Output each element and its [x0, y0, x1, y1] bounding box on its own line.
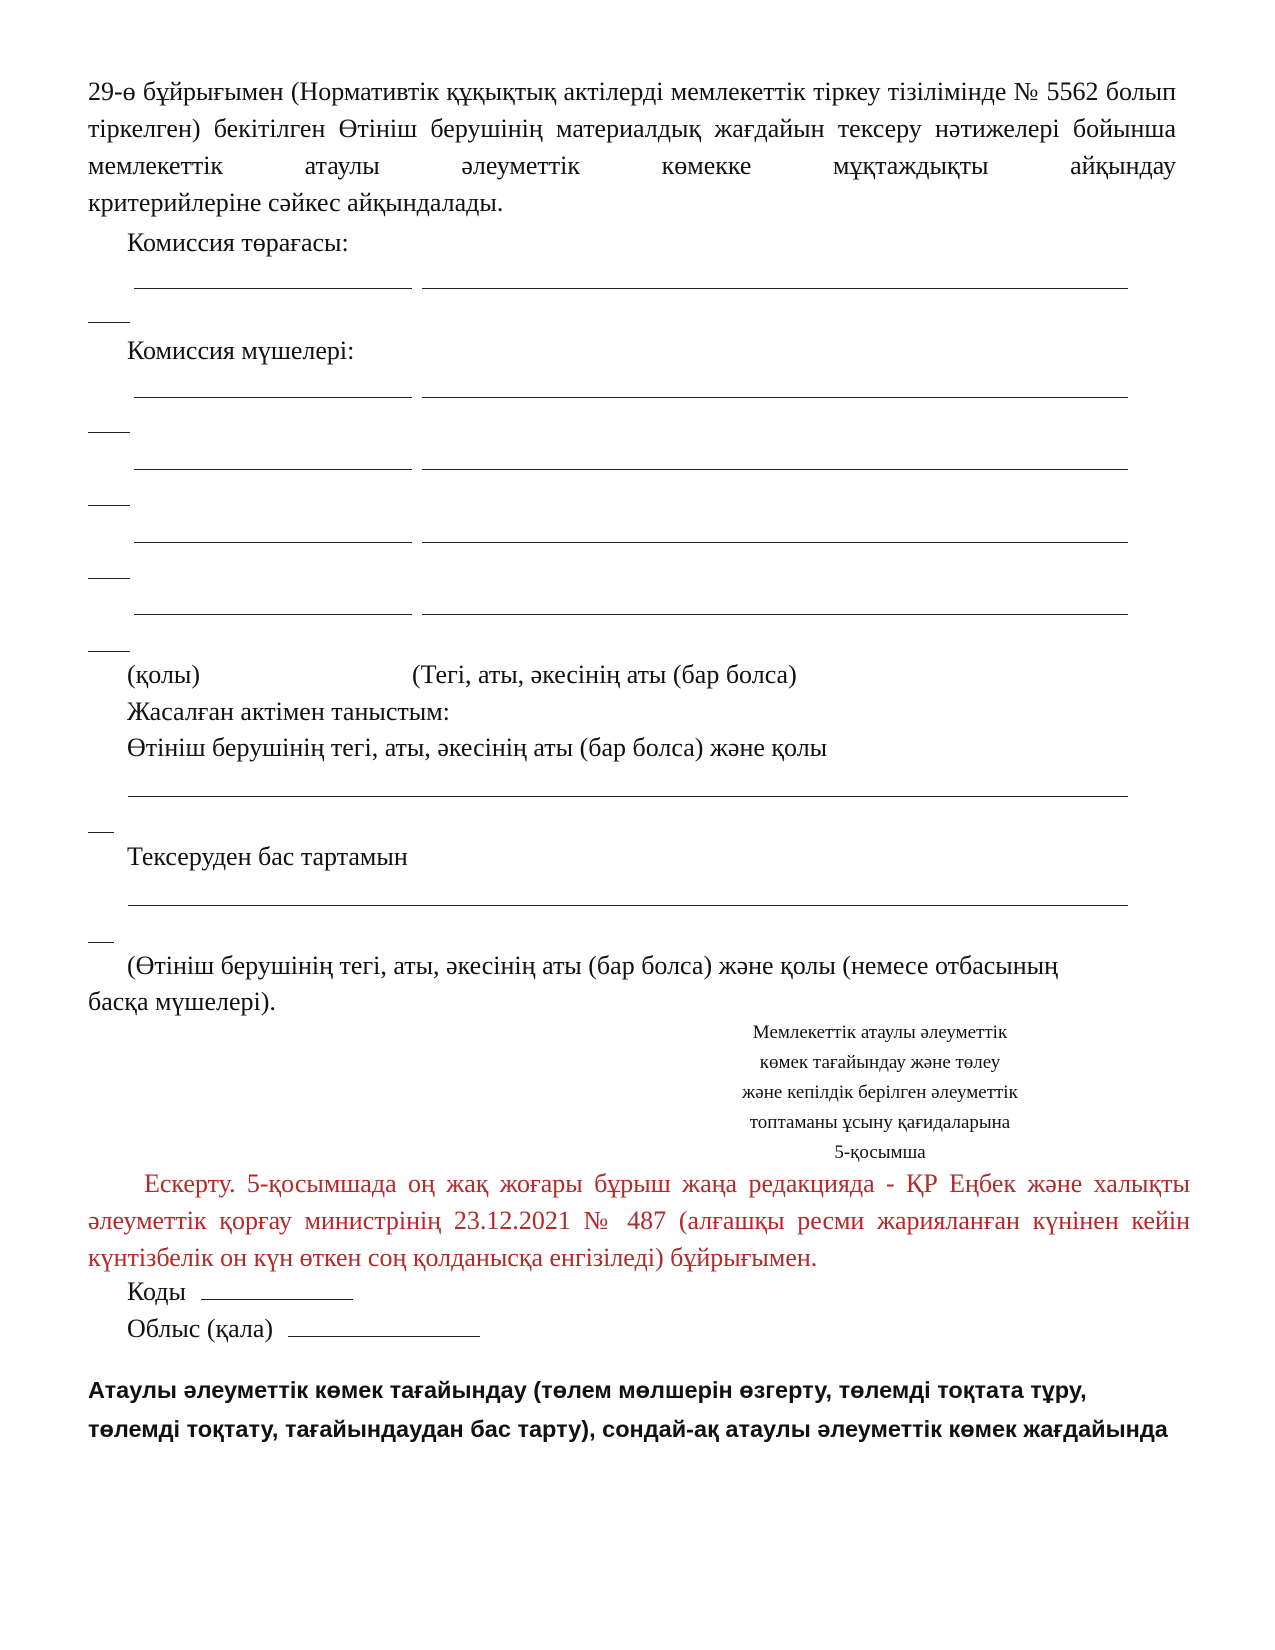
- refuse-label: Тексеруден бас тартамын: [127, 842, 408, 871]
- chair-name-line: [422, 288, 1128, 289]
- intro-paragraph-last-line: критерийлеріне сәйкес айқындалады.: [88, 188, 504, 217]
- member-3-signature-line: [134, 542, 412, 543]
- form-title-line2: төлемді тоқтату, тағайындаудан бас тарту), сондай-ақ атаулы әлеуметтік көмек жағдайында: [88, 1416, 1168, 1442]
- code-label: Коды: [127, 1277, 186, 1306]
- name-caption: (Тегі, аты, әкесінің аты (бар болса): [412, 660, 797, 689]
- member-2-name-line: [422, 469, 1128, 470]
- appendix-heading-line: топтаманы ұсыну қағидаларына: [749, 1112, 1011, 1133]
- appendix-number: 5-қосымша: [834, 1142, 926, 1163]
- member-3-line-continuation: [88, 578, 130, 579]
- chair-signature-line: [134, 288, 412, 289]
- member-2-signature-line: [134, 469, 412, 470]
- intro-paragraph: [88, 73, 1176, 221]
- region-field: [127, 1313, 480, 1345]
- applicant-sign-line: [128, 796, 1128, 797]
- form-title-line1: Атаулы әлеуметтік көмек тағайындау (төлем мөлшерін өзгерту, төлемді тоқтата тұру,: [88, 1377, 1087, 1403]
- code-blank: [201, 1277, 353, 1300]
- appendix-heading: [660, 1018, 1100, 1168]
- acquainted-label: Жасалған актімен таныстым:: [127, 697, 450, 726]
- appendix-heading-line: көмек тағайындау және төлеу: [759, 1052, 1001, 1073]
- refuse-caption-line1: (Өтініш берушінің тегі, аты, әкесінің аты (бар болса) және қолы (немесе отбасының: [127, 951, 1059, 980]
- appendix-heading-line: және кепілдік берілген әлеуметтік: [742, 1082, 1018, 1103]
- member-1-name-line: [422, 397, 1128, 398]
- member-4-signature-line: [134, 614, 412, 615]
- commission-members-label: Комиссия мүшелері:: [127, 336, 355, 365]
- member-1-line-continuation: [88, 432, 130, 433]
- amendment-note: Ескерту. 5-қосымшада оң жақ жоғары бұрыш жаңа редакцияда - ҚР Еңбек және халықты әлеуметтік қорғау министрінің 23.12.2021 № 487 (алғашқы ресми жарияланған күнінен кейін күнтізбелік он күн өткен соң қолданысқа енгізіледі) бұйрығымен.: [88, 1169, 1190, 1272]
- refuse-sign-line: [128, 905, 1128, 906]
- refuse-caption-line2: басқа мүшелері).: [88, 987, 276, 1016]
- form-title: [88, 1371, 1188, 1449]
- region-label: Облыс (қала): [127, 1314, 274, 1343]
- code-field: [127, 1276, 353, 1308]
- member-4-line-continuation: [88, 651, 130, 652]
- member-4-name-line: [422, 614, 1128, 615]
- appendix-heading-line: Мемлекеттік атаулы әлеуметтік: [752, 1022, 1008, 1043]
- intro-paragraph-text: 29-ө бұйрығымен (Нормативтік құқықтық актілерді мемлекеттік тіркеу тізілімінде № 5562 болып тіркелген) бекітілген Өтініш берушінің материалдық жағдайын тексеру нәтижелері бойынша мемлекеттік атаулы әлеуметтік көмекке мұқтаждықты айқындау: [88, 77, 1176, 180]
- member-1-signature-line: [134, 397, 412, 398]
- refuse-line-continuation: [88, 942, 114, 943]
- member-3-name-line: [422, 542, 1128, 543]
- region-blank: [288, 1314, 480, 1337]
- commission-chair-label: Комиссия төрағасы:: [127, 228, 349, 257]
- chair-line-continuation: [88, 322, 130, 323]
- member-2-line-continuation: [88, 505, 130, 506]
- applicant-line-continuation: [88, 832, 114, 833]
- applicant-sign-label: Өтініш берушінің тегі, аты, әкесінің аты (бар болса) және қолы: [127, 733, 828, 762]
- signature-caption: (қолы): [127, 660, 201, 689]
